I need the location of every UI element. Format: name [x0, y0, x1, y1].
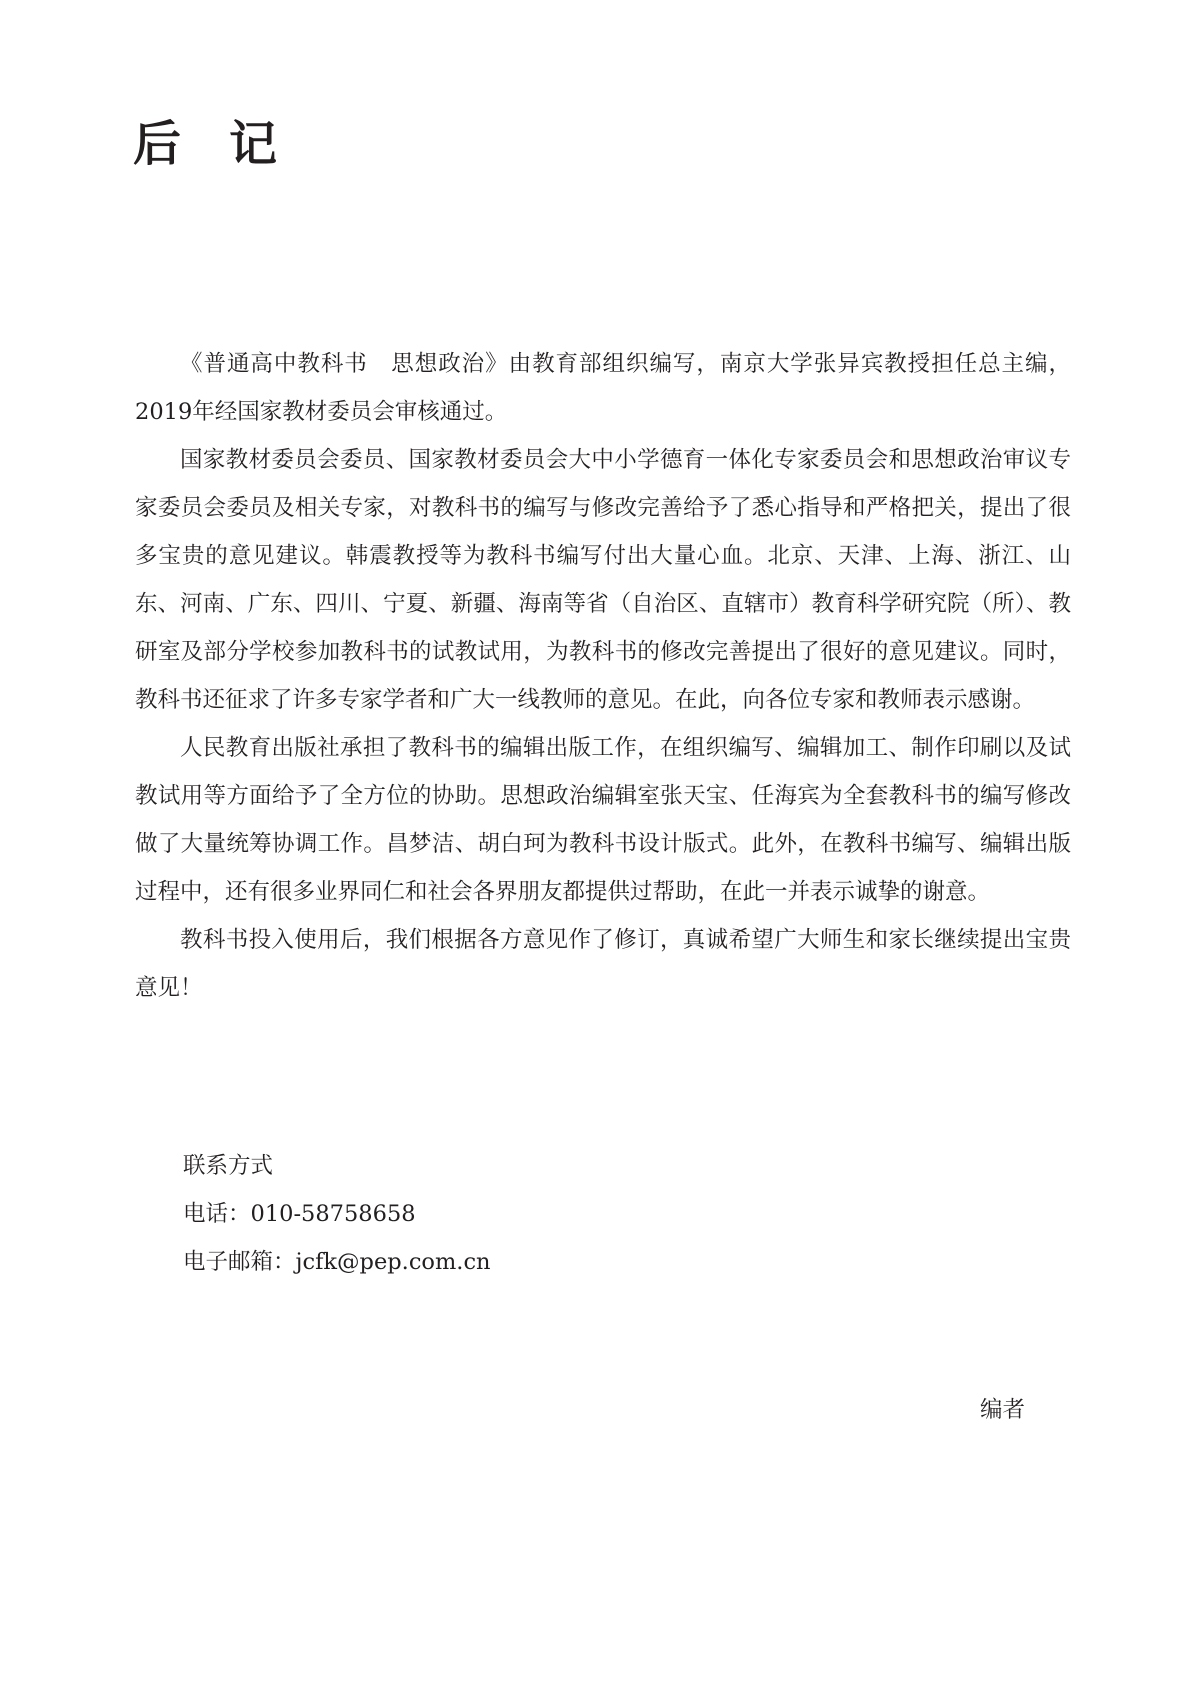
paragraph-publisher-acknowledgement: 人民教育出版社承担了教科书的编辑出版工作，在组织编写、编辑加工、制作印刷以及试教试用等方面给予了全方位的协助。思想政治编辑室张天宝、任海宾为全套教科书的编写修改做了大量统筹协调工作。昌梦洁、胡白珂为教科书设计版式。此外，在教科书编写、编辑出版过程中，还有很多业界同仁和社会各界朋友都提供过帮助，在此一并表示诚挚的谢意。 — [135, 735, 1071, 905]
afterword-body — [135, 340, 1071, 1012]
contact-info — [183, 1142, 491, 1286]
contact-phone: 电话：010-58758658 — [183, 1201, 416, 1227]
page-title: 后 记 — [133, 116, 278, 172]
paragraph-feedback-request: 教科书投入使用后，我们根据各方意见作了修订，真诚希望广大师生和家长继续提出宝贵意见！ — [135, 927, 1071, 1001]
contact-email: 电子邮箱：jcfk@pep.com.cn — [183, 1249, 491, 1275]
paragraph-expert-acknowledgement: 国家教材委员会委员、国家教材委员会大中小学德育一体化专家委员会和思想政治审议专家委员会委员及相关专家，对教科书的编写与修改完善给予了悉心指导和严格把关，提出了很多宝贵的意见建议。韩震教授等为教科书编写付出大量心血。北京、天津、上海、浙江、山东、河南、广东、四川、宁夏、新疆、海南等省（自治区、直辖市）教育科学研究院（所）、教研室及部分学校参加教科书的试教试用，为教科书的修改完善提出了很好的意见建议。同时，教科书还征求了许多专家学者和广大一线教师的意见。在此，向各位专家和教师表示感谢。 — [135, 447, 1071, 713]
contact-heading: 联系方式 — [183, 1153, 274, 1179]
paragraph-textbook-approval: 《普通高中教科书 思想政治》由教育部组织编写，南京大学张异宾教授担任总主编，2019年经国家教材委员会审核通过。 — [135, 351, 1071, 425]
editor-signature: 编者 — [980, 1397, 1026, 1423]
